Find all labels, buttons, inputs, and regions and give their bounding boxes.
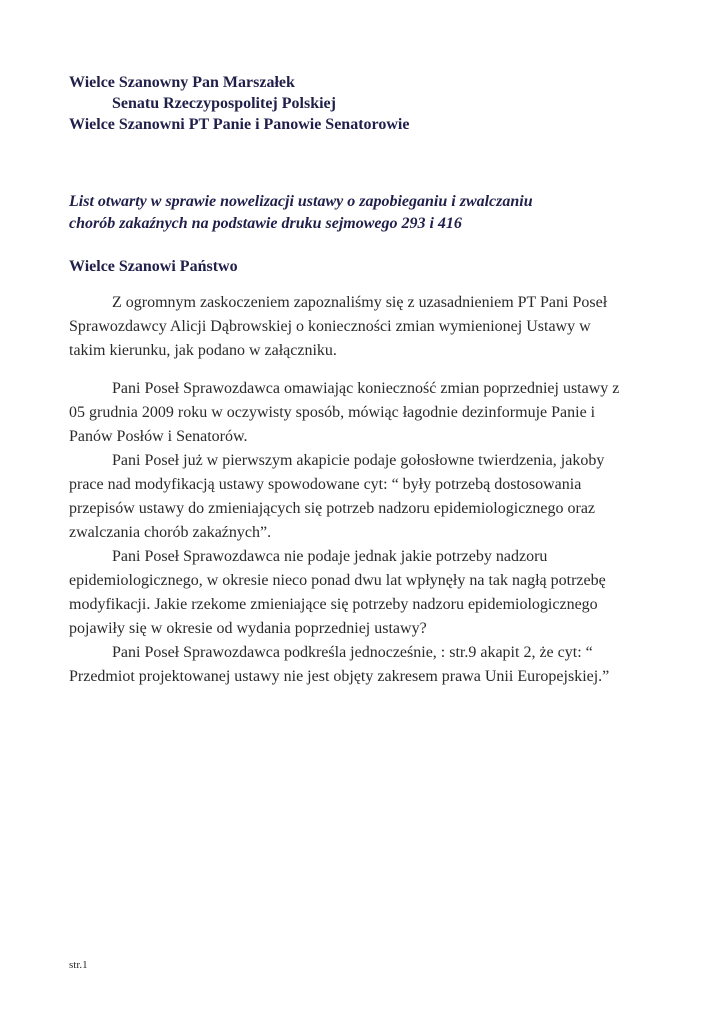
text-line: prace nad modyfikacją ustawy spowodowane cyt: “ były potrzebą dostosowania: [69, 476, 582, 493]
paragraph-2: [69, 377, 669, 689]
addressee-line: Wielce Szanowny Pan Marszałek: [69, 74, 295, 91]
text-line: modyfikacji. Jakie rzekome zmieniające się potrzeby nadzoru epidemiologicznego: [69, 596, 598, 613]
addressee-line: Senatu Rzeczypospolitej Polskiej: [112, 95, 336, 112]
text-line: zwalczania chorób zakaźnych”.: [69, 524, 272, 541]
text-line: epidemiologicznego, w okresie nieco ponad dwu lat wpłynęły na tak nagłą potrzebę: [69, 572, 606, 589]
text-line: Pani Poseł Sprawozdawca nie podaje jednak jakie potrzeby nadzoru: [112, 548, 548, 565]
subject-line: List otwarty w sprawie nowelizacji ustawy o zapobieganiu i zwalczaniu: [69, 193, 533, 210]
text-line: Sprawozdawcy Alicji Dąbrowskiej o konieczności zmian wymienionej Ustawy w: [69, 318, 591, 335]
addressee-block: [69, 72, 409, 135]
paragraph-1: [69, 291, 669, 363]
text-line: przepisów ustawy do zmieniających się potrzeb nadzoru epidemiologicznego oraz: [69, 500, 596, 517]
text-line: Pani Poseł już w pierwszym akapicie podaje gołosłowne twierdzenia, jakoby: [112, 452, 605, 469]
text-line: 05 grudnia 2009 roku w oczywisty sposób, mówiąc łagodnie dezinformuje Panie i: [69, 404, 596, 421]
text-line: Przedmiot projektowanej ustawy nie jest objęty zakresem prawa Unii Europejskiej.”: [69, 668, 610, 685]
text-line: Z ogromnym zaskoczeniem zapoznaliśmy się z uzasadnieniem PT Pani Poseł: [112, 294, 608, 311]
text-line: Pani Poseł Sprawozdawca omawiając konieczność zmian poprzedniej ustawy z: [112, 380, 620, 397]
text-line: Panów Posłów i Senatorów.: [69, 428, 248, 445]
text-line: pojawiły się w okresie od wydania poprzedniej ustawy?: [69, 620, 427, 637]
letter-subject: [69, 191, 659, 235]
addressee-line: Wielce Szanowni PT Panie i Panowie Senatorowie: [69, 116, 410, 133]
salutation: Wielce Szanowi Państwo: [69, 258, 238, 275]
subject-line: chorób zakaźnych na podstawie druku sejmowego 293 i 416: [69, 215, 462, 232]
text-line: Pani Poseł Sprawozdawca podkreśla jednocześnie, : str.9 akapit 2, że cyt: “: [112, 644, 593, 661]
text-line: takim kierunku, jak podano w załączniku.: [69, 342, 337, 359]
page-number: str.1: [69, 959, 88, 971]
